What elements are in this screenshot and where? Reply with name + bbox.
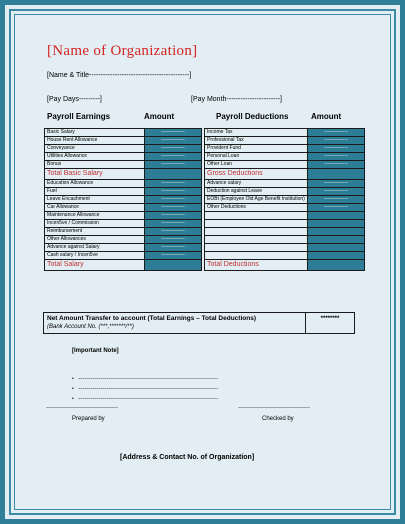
earning-item-label: Car Allowance (45, 204, 145, 212)
deduction-item-label (205, 252, 308, 260)
table-row (45, 161, 202, 169)
deduction-item-amount (307, 236, 364, 244)
table-row (205, 137, 365, 145)
deduction-item-label: Other Deductions (205, 204, 308, 212)
total-amount (145, 169, 202, 180)
earning-item-label: Leave Encashment (45, 196, 145, 204)
deduction-item-amount: -------------- (307, 204, 364, 212)
deduction-item-label: Personal Loan (205, 153, 308, 161)
earning-item-label: Other Allowances (45, 236, 145, 244)
deduction-item-amount: -------------- (307, 145, 364, 153)
table-row (45, 153, 202, 161)
bank-account-label: (Bank Account No. (***,*******/**) (47, 324, 134, 330)
deduction-item-label: Professional Tax (205, 137, 308, 145)
table-row (205, 252, 365, 260)
pay-days-field: [Pay Days---------] (47, 96, 102, 103)
earnings-amount-header: Amount (144, 112, 175, 121)
checked-by-signature-line: ------------------------------------ (238, 405, 310, 411)
deduction-item-amount (307, 220, 364, 228)
deduction-item-amount: -------------- (307, 129, 364, 137)
net-amount-label: Net Amount Transfer to account (Total Earnings – Total Deductions) (47, 315, 256, 322)
total-amount (307, 260, 364, 271)
deduction-item-label: Income Tax (205, 129, 308, 137)
deduction-item-amount: -------------- (307, 153, 364, 161)
deduction-item-label: Other Loan (205, 161, 308, 169)
table-row (45, 244, 202, 252)
table-row (205, 220, 365, 228)
earning-item-label: Advance against Salary (45, 244, 145, 252)
earning-item-label: Reimbursement (45, 228, 145, 236)
earning-item-amount: -------------- (145, 145, 202, 153)
net-amount-value: ******** (305, 313, 354, 333)
earning-item-label: Utilities Allowance (45, 153, 145, 161)
address-footer: [Address & Contact No. of Organization] (120, 454, 255, 461)
earning-item-amount: -------------- (145, 252, 202, 260)
earning-item-amount: -------------- (145, 188, 202, 196)
gross-deductions-label: Gross Deductions (205, 169, 308, 180)
deduction-item-amount (307, 252, 364, 260)
table-row (205, 180, 365, 188)
table-row (45, 196, 202, 204)
table-row (45, 145, 202, 153)
earning-item-amount: -------------- (145, 137, 202, 145)
table-row (205, 161, 365, 169)
deductions-table (204, 128, 365, 271)
table-row (205, 244, 365, 252)
pay-month-field: [Pay Month-----------------------] (191, 96, 282, 103)
table-row (205, 153, 365, 161)
deduction-item-amount: -------------- (307, 180, 364, 188)
table-row (45, 228, 202, 236)
total-basic-label: Total Basic Salary (45, 169, 145, 180)
earning-item-label: Maintenance Allowance (45, 212, 145, 220)
table-row (205, 236, 365, 244)
deduction-item-label: Provident Fund (205, 145, 308, 153)
deductions-amount-header: Amount (311, 112, 342, 121)
earning-item-label: Conveyance (45, 145, 145, 153)
checked-by-label: Checked by (262, 416, 294, 422)
deduction-item-label (205, 212, 308, 220)
note-line-3: • ---------------------------------------------------------------------- (72, 396, 219, 402)
total-amount (145, 260, 202, 271)
table-row (45, 204, 202, 212)
earnings-header: Payroll Earnings (47, 112, 111, 121)
prepared-by-label: Prepared by (72, 416, 105, 422)
table-row (45, 180, 202, 188)
table-row (205, 204, 365, 212)
earning-item-label: Basic Salary (45, 129, 145, 137)
total-deductions-label: Total Deductions (205, 260, 308, 271)
table-row (45, 252, 202, 260)
deduction-item-label (205, 228, 308, 236)
earning-item-amount: -------------- (145, 129, 202, 137)
earning-item-amount: -------------- (145, 204, 202, 212)
table-row (205, 212, 365, 220)
deduction-item-label (205, 244, 308, 252)
earning-item-amount: -------------- (145, 220, 202, 228)
deduction-item-label (205, 236, 308, 244)
table-row (45, 236, 202, 244)
earning-item-label: Cash salary / Incen5ve (45, 252, 145, 260)
table-row (45, 137, 202, 145)
prepared-by-signature-line: ------------------------------------ (46, 405, 118, 411)
earning-item-amount: -------------- (145, 196, 202, 204)
name-title-field: [Name & Title-------------------------------------------] (47, 72, 192, 79)
total-salary-label: Total Salary (45, 260, 145, 271)
earning-item-label: Education Allowance (45, 180, 145, 188)
deduction-item-amount (307, 212, 364, 220)
deduction-item-amount: -------------- (307, 161, 364, 169)
table-row (205, 228, 365, 236)
table-row (45, 129, 202, 137)
deduction-item-amount: -------------- (307, 137, 364, 145)
deduction-item-amount (307, 228, 364, 236)
earning-item-amount: -------------- (145, 212, 202, 220)
net-amount-box (43, 312, 355, 334)
table-row (45, 188, 202, 196)
table-row (45, 220, 202, 228)
earning-item-label: Incen5ve / Commission (45, 220, 145, 228)
note-line-1: • ---------------------------------------------------------------------- (72, 376, 219, 382)
deduction-item-label (205, 220, 308, 228)
earning-item-label: Fuel (45, 188, 145, 196)
earning-item-amount: -------------- (145, 244, 202, 252)
earning-item-amount: -------------- (145, 180, 202, 188)
deduction-item-amount: -------------- (307, 196, 364, 204)
earning-item-amount: -------------- (145, 161, 202, 169)
total-amount (307, 169, 364, 180)
deduction-item-label: Advance salary (205, 180, 308, 188)
earning-item-amount: -------------- (145, 153, 202, 161)
earning-item-amount: -------------- (145, 236, 202, 244)
earnings-table (44, 128, 202, 271)
table-row (205, 145, 365, 153)
deduction-item-label: EOBI (Employee Old Age Benefit Institution) (205, 196, 308, 204)
note-line-2: • ---------------------------------------------------------------------- (72, 386, 219, 392)
table-row (205, 188, 365, 196)
earning-item-label: House Rent Allowance (45, 137, 145, 145)
earning-item-label: Bonus (45, 161, 145, 169)
table-row (205, 196, 365, 204)
deduction-item-amount (307, 244, 364, 252)
earning-item-amount: -------------- (145, 228, 202, 236)
deductions-header: Payroll Deductions (216, 112, 289, 121)
important-note-label: [Important Note] (72, 348, 119, 354)
deduction-item-label: Deduction against Leave (205, 188, 308, 196)
deduction-item-amount: -------------- (307, 188, 364, 196)
table-row (205, 129, 365, 137)
table-row (45, 212, 202, 220)
organization-name: [Name of Organization] (47, 43, 198, 59)
